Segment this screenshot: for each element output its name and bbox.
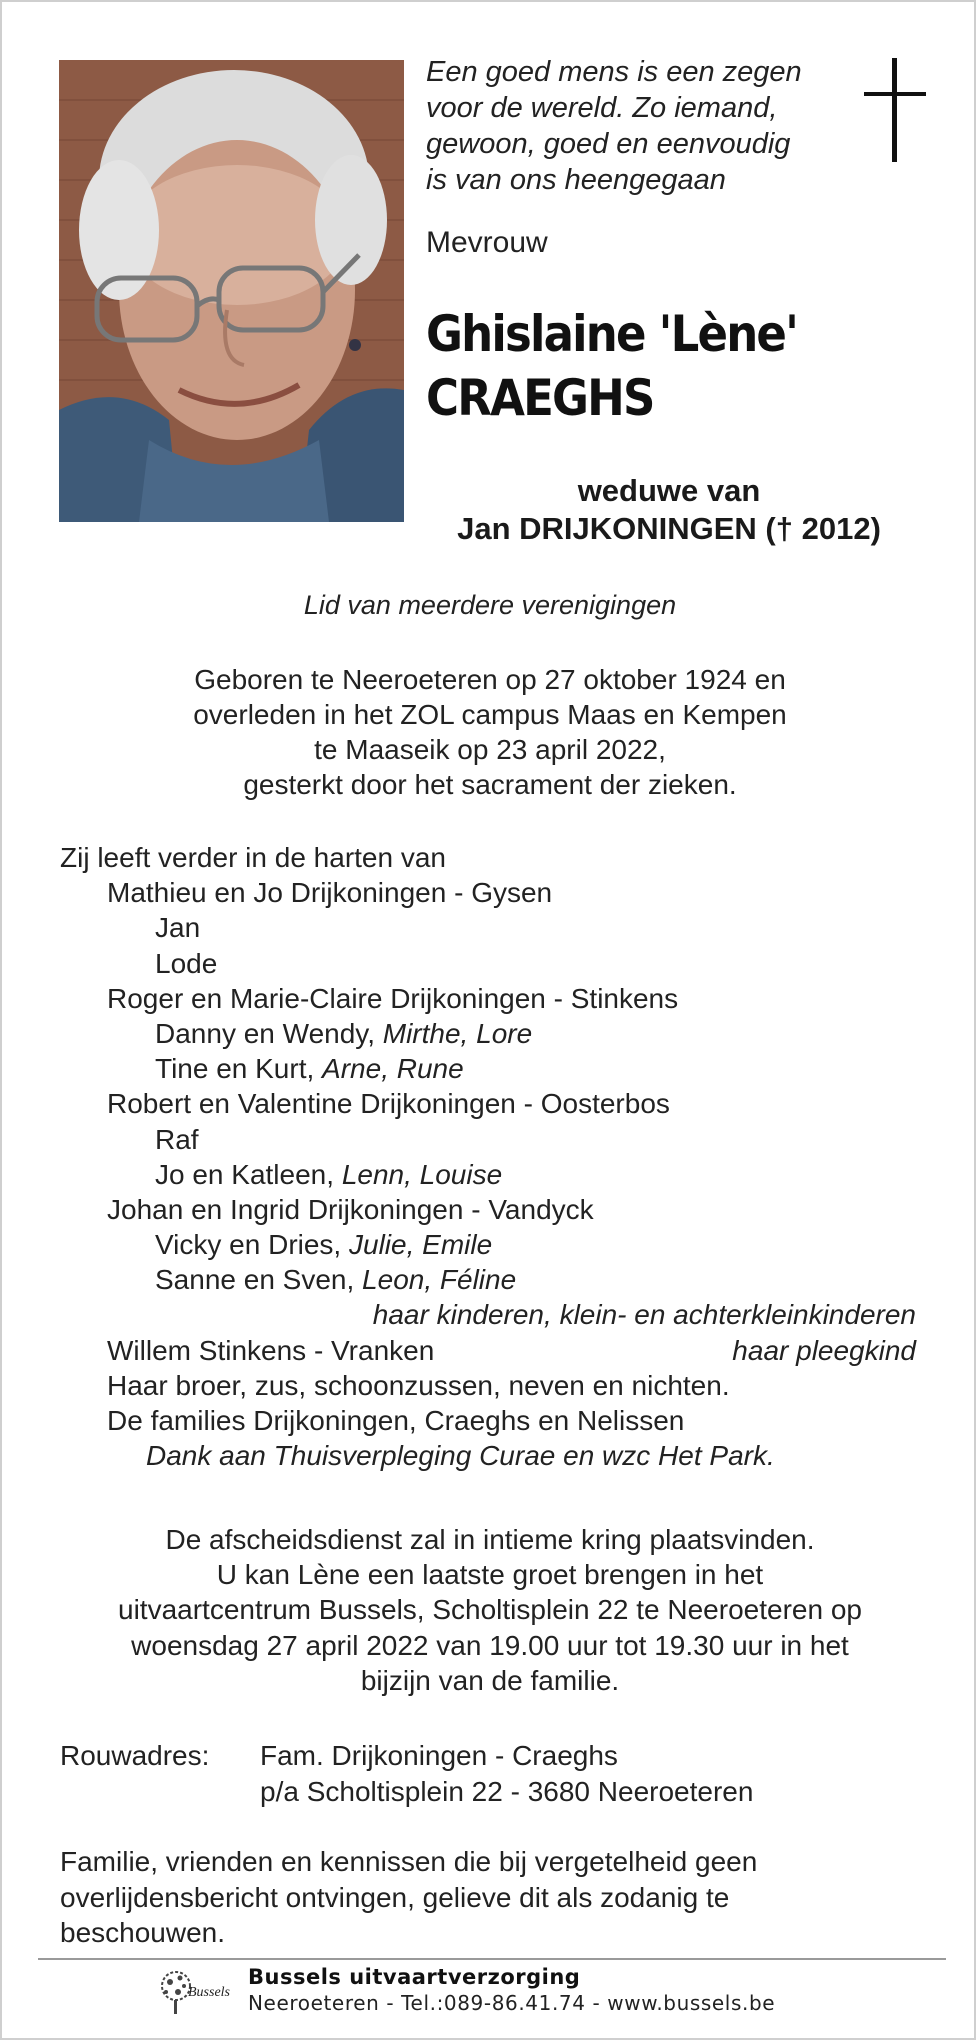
foster-row — [60, 1333, 920, 1368]
child-entry — [60, 946, 920, 981]
portrait-photo — [59, 60, 404, 522]
service-info — [2, 1522, 978, 1698]
child-name: Danny en Wendy, — [155, 1017, 383, 1049]
child-name: Jo en Katleen, — [155, 1158, 342, 1190]
child-name: Vicky en Dries, — [155, 1229, 349, 1261]
service-line: bijzijn van de familie. — [360, 1664, 620, 1696]
funeral-company — [248, 1965, 775, 2015]
deceased-name — [426, 302, 797, 430]
child-name: Jan — [155, 912, 201, 944]
service-line: uitvaartcentrum Bussels, Scholtisplein 22 te Neeroeteren op — [118, 1594, 862, 1626]
service-line: woensdag 27 april 2022 van 19.00 uur tot 19.30 uur in het — [131, 1629, 849, 1661]
widow-of — [404, 472, 934, 548]
birth-death-info — [2, 662, 978, 802]
birth-death-line: overleden in het ZOL campus Maas en Kempen — [193, 699, 787, 730]
portrait-image — [59, 60, 404, 522]
child-entry — [60, 1157, 920, 1192]
child-entry — [60, 910, 920, 945]
family-parents: Roger en Marie-Claire Drijkoningen - Stinkens — [107, 982, 679, 1014]
grandchildren-names: Mirthe, Lore — [382, 1017, 533, 1049]
survivors-list — [60, 840, 920, 1473]
child-name: Raf — [155, 1123, 199, 1155]
birth-death-line: te Maaseik op 23 april 2022, — [314, 734, 666, 765]
child-entry — [60, 1262, 920, 1297]
survivors-intro: Zij leeft verder in de harten van — [60, 842, 446, 873]
quote-line: voor de wereld. Zo iemand, — [426, 92, 778, 124]
child-entry — [60, 1016, 920, 1051]
grandchildren-names: Julie, Emile — [349, 1229, 493, 1261]
notice-text — [60, 1844, 880, 1951]
bussels-logo — [148, 1964, 238, 2020]
cross-icon — [864, 58, 926, 162]
service-line: De afscheidsdienst zal in intieme kring plaatsvinden. — [165, 1524, 815, 1555]
family-parents: Mathieu en Jo Drijkoningen - Gysen — [107, 877, 553, 909]
descendants-row — [60, 1297, 920, 1332]
families-line: De families Drijkoningen, Craeghs en Nelissen — [107, 1405, 685, 1436]
birth-death-line: gesterkt door het sacrament der zieken. — [243, 769, 737, 800]
notice-line: Familie, vrienden en kennissen die bij vergetelheid geen — [60, 1846, 758, 1877]
birth-death-line: Geboren te Neeroeteren op 27 oktober 1924 en — [194, 664, 786, 695]
child-entry — [60, 1051, 920, 1086]
company-name: Bussels uitvaartverzorging — [248, 1965, 581, 1989]
deceased-last-name: CRAEGHS — [426, 369, 654, 427]
quote-line: is van ons heengegaan — [426, 164, 726, 196]
child-name: Lode — [155, 947, 218, 979]
membership-note: Lid van meerdere verenigingen — [303, 590, 677, 620]
quote-line: gewoon, goed en eenvoudig — [426, 128, 791, 160]
deceased-first-name: Ghislaine 'Lène' — [426, 305, 798, 363]
address-line-2: p/a Scholtisplein 22 - 3680 Neeroeteren — [260, 1776, 754, 1807]
child-entry — [60, 1227, 920, 1262]
service-line: U kan Lène een laatste groet brengen in het — [216, 1559, 764, 1591]
child-name: Tine en Kurt, — [155, 1053, 323, 1085]
company-contact: Neeroeteren - Tel.:089-86.41.74 - www.bussels.be — [248, 1991, 776, 2015]
widow-label: weduwe van — [577, 473, 761, 508]
foster-note: haar pleegkind — [732, 1334, 916, 1366]
child-entry — [60, 1122, 920, 1157]
late-husband: Jan DRIJKONINGEN († 2012) — [457, 511, 881, 546]
notice-line: overlijdensbericht ontvingen, gelieve dit als zodanig te — [60, 1881, 730, 1913]
family-parents: Johan en Ingrid Drijkoningen - Vandyck — [107, 1193, 594, 1225]
grandchildren-names: Leon, Féline — [362, 1264, 517, 1296]
siblings-line: Haar broer, zus, schoonzussen, neven en nichten. — [107, 1369, 730, 1401]
grandchildren-names: Arne, Rune — [322, 1053, 464, 1085]
footer-divider — [38, 1958, 946, 1960]
thanks-line: Dank aan Thuisverpleging Curae en wzc Het Park. — [146, 1440, 775, 1472]
address-label: Rouwadres: — [60, 1740, 210, 1771]
notice-line: beschouwen. — [60, 1917, 226, 1948]
logo-text: Bussels — [188, 1985, 230, 2000]
descendants-note: haar kinderen, klein- en achterkleinkinderen — [372, 1299, 916, 1331]
grandchildren-names: Lenn, Louise — [341, 1158, 503, 1190]
title-mevrouw: Mevrouw — [426, 226, 548, 259]
child-name: Sanne en Sven, — [155, 1264, 363, 1296]
quote-line: Een goed mens is een zegen — [426, 56, 802, 88]
foster-name: Willem Stinkens - Vranken — [107, 1334, 435, 1366]
address-line-1: Fam. Drijkoningen - Craeghs — [260, 1740, 618, 1771]
epitaph-quote — [426, 54, 846, 198]
family-parents: Robert en Valentine Drijkoningen - Oosterbos — [107, 1088, 670, 1120]
